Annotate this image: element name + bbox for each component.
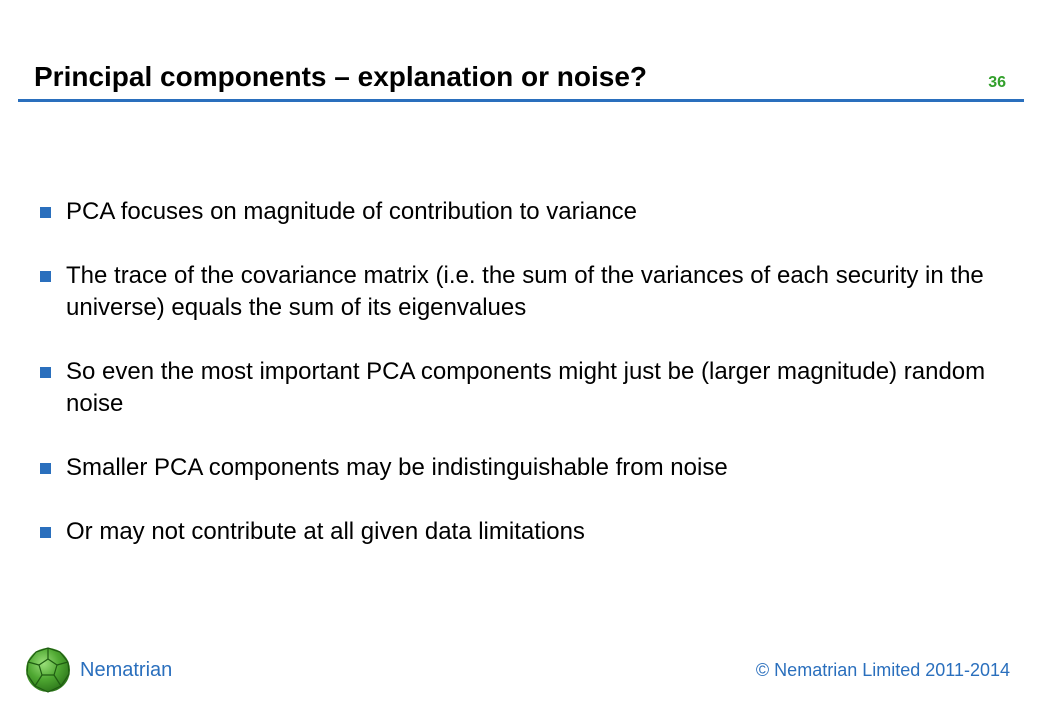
square-bullet-icon bbox=[40, 271, 51, 282]
slide-number: 36 bbox=[988, 74, 1006, 91]
bullet-item bbox=[40, 516, 1000, 548]
green-geodesic-sphere-icon bbox=[24, 646, 72, 694]
bullet-text: So even the most important PCA components might just be (larger magnitude) random noise bbox=[66, 358, 986, 417]
bullet-item bbox=[40, 356, 1000, 420]
square-bullet-icon bbox=[40, 463, 51, 474]
bullet-item bbox=[40, 452, 1000, 484]
bullet-text: The trace of the covariance matrix (i.e. the sum of the variances of each security in the universe) equals the sum of its eigenvalues bbox=[66, 262, 984, 321]
footer-copyright: © Nematrian Limited 2011-2014 bbox=[755, 660, 1010, 680]
bullet-text: Smaller PCA components may be indistinguishable from noise bbox=[66, 454, 728, 481]
square-bullet-icon bbox=[40, 207, 51, 218]
bullet-list bbox=[40, 196, 1000, 580]
bullet-item bbox=[40, 196, 1000, 228]
footer-brand: Nematrian bbox=[80, 659, 173, 681]
square-bullet-icon bbox=[40, 367, 51, 378]
square-bullet-icon bbox=[40, 527, 51, 538]
title-divider bbox=[18, 99, 1024, 102]
bullet-item bbox=[40, 260, 1000, 324]
bullet-text: PCA focuses on magnitude of contribution to variance bbox=[66, 198, 638, 225]
slide-title: Principal components – explanation or noise? bbox=[34, 61, 648, 92]
bullet-text: Or may not contribute at all given data limitations bbox=[66, 518, 585, 545]
